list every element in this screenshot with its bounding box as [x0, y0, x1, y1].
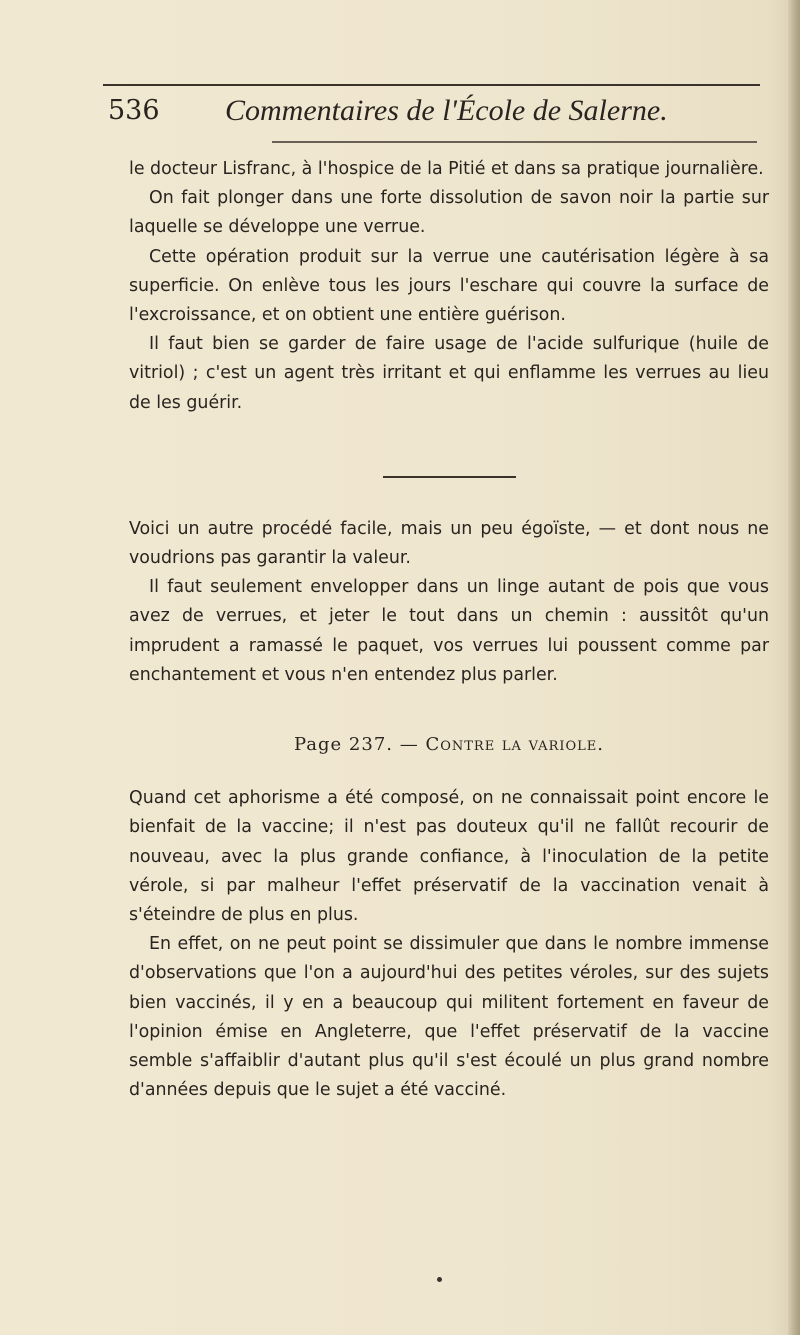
paragraph: Il faut bien se garder de faire usage de l'acide sulfurique (huile de vitriol) ; c'est un agent très irritant et qui enflamme les verrues au lieu de les guérir.	[129, 334, 769, 413]
paragraph: le docteur Lisfranc, à l'hospice de la Pitié et dans sa pratique journalière.	[129, 159, 764, 179]
page-number: 536	[108, 95, 160, 126]
body-text	[129, 155, 769, 1105]
section-heading	[129, 730, 769, 759]
paragraph: On fait plonger dans une forte dissolution de savon noir la partie sur laquelle se développe une verrue.	[129, 188, 769, 238]
header-rule	[272, 141, 757, 143]
section-heading-title: Contre la variole.	[425, 734, 604, 756]
paragraph: En effet, on ne peut point se dissimuler que dans le nombre immense d'observations que l'on a aujourd'hui des petites véroles, sur des sujets bien vaccinés, il y en a beaucoup qui militent fortement en faveur de l'opinion émise en Angleterre, que l'effet préservatif de la vaccine semble s'affaiblir d'autant plus qu'il s'est écoulé un plus grand nombre d'années depuis que le sujet a été vacciné.	[129, 934, 769, 1101]
paragraph: Quand cet aphorisme a été composé, on ne connaissait point encore le bienfait de la vaccine; il n'est pas douteux qu'il ne fallût recourir de nouveau, avec la plus grande confiance, à l'inoculation de la petite vérole, si par malheur l'effet préservatif de la vaccination venait à s'éteindre de plus en plus.	[129, 788, 769, 926]
running-title: Commentaires de l'École de Salerne.	[225, 94, 668, 127]
section-divider	[383, 476, 516, 478]
paragraph: Cette opération produit sur la verrue une cautérisation légère à sa superficie. On enlève tous les jours l'eschare qui couvre la surface de l'excroissance, et on obtient une entière guérison.	[129, 246, 769, 326]
top-rule	[103, 84, 760, 86]
ink-dot	[437, 1277, 442, 1282]
page-edge	[788, 0, 800, 1335]
running-head	[108, 94, 768, 134]
paragraph: Il faut seulement envelopper dans un linge autant de pois que vous avez de verrues, et jeter le tout dans un chemin : aussitôt qu'un imprudent a ramassé le paquet, vos verrues lui poussent comme par enchantement et vous n'en entendez plus parler.	[129, 577, 769, 685]
paragraph: Voici un autre procédé facile, mais un peu égoïste, — et dont nous ne voudrions pas garantir la valeur.	[129, 518, 769, 569]
section-heading-prefix: Page 237. —	[294, 734, 426, 756]
